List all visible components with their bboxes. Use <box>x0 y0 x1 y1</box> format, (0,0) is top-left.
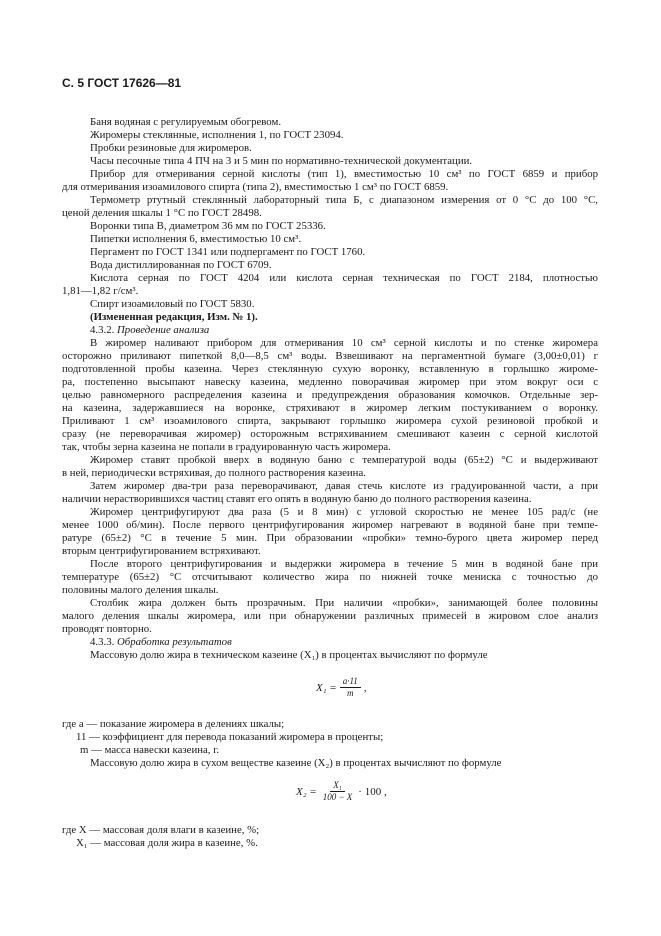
text-line: на казеина, задержавшиеся на воронке, стряхивают в жиромер легким постукиванием о воронку. <box>62 402 598 414</box>
text-line: где X — массовая доля влаги в казеине, %; <box>62 824 260 836</box>
text-line: малого деления шкалы жиромера, или при обнаружении различных примесей в жировом слое анализ <box>62 610 598 622</box>
text-line: Затем жиромер два-три раза переворачивают, давая стечь кислоте из градуированной части, а при <box>90 480 598 492</box>
text-line: Жиромер ставят пробкой вверх в водяную баню с температурой воды (65±2) °С и выдерживают <box>90 454 598 466</box>
text-line: Массовую долю жира в техническом казеине (X₁) в процентах вычисляют по формуле <box>90 649 488 661</box>
text-line: сразу (не переворачивая жиромер) осторожным встряхиванием смешивают казеин с серной кислотой <box>62 428 598 440</box>
text-line: ра, постепенно высыпают навеску казеина, медленно поворачивая жиромер при этом вокруг оси с <box>62 376 598 388</box>
formula-fat-dry: X₂ = $\frac{\text{X₁}}{100 - X}$ · 100 , <box>296 780 387 802</box>
formula-fat-technical: X₁ = $\frac{a\cdot 11}{m}$ , <box>316 676 367 698</box>
text-line: Жиромеры стеклянные, исполнения 1, по ГОСТ 23094. <box>90 129 344 141</box>
text-line: Воронки типа В, диаметром 36 мм по ГОСТ 25336. <box>90 220 326 232</box>
text-line: Массовую долю жира в сухом веществе казеине (X₂) в процентах вычисляют по формуле <box>90 757 502 769</box>
text-line: Спирт изоамиловый по ГОСТ 5830. <box>90 298 255 310</box>
text-line: осторожно приливают пипеткой 8,0—8,5 см³ воды. Взвешивают на пергаментной бумаге (3,00±0,01) г <box>62 350 598 362</box>
text-line: 11 — коэффициент для перевода показаний жиромера в проценты; <box>76 731 384 743</box>
text-line: для отмеривания изоамилового спирта (типа 2), вместимостью 1 см³ по ГОСТ 6859. <box>62 181 449 193</box>
text-line: Столбик жира должен быть прозрачным. При наличии «пробки», занимающей более половины <box>90 597 598 609</box>
text-line: половины малого деления шкалы. <box>62 584 219 596</box>
text-line: ценой деления шкалы 1 °С по ГОСТ 28498. <box>62 207 262 219</box>
text-line: где a — показание жиромера в делениях шкалы; <box>62 718 285 730</box>
text-line: температуре (65±2) °С отсчитывают количество жира по нижней точке мениска с точностью до <box>62 571 598 583</box>
text-line: Прибор для отмеривания серной кислоты (тип 1), вместимостью 10 см³ по ГОСТ 6859 и прибор <box>90 168 598 180</box>
text-line: После второго центрифугирования и выдержки жиромера в течение 5 мин в водяной бане при <box>90 558 598 570</box>
text-line: Пипетки исполнения 6, вместимостью 10 см³. <box>90 233 302 245</box>
text-line: Жиромер центрифугируют два раза (5 и 8 мин) с угловой скоростью не менее 105 рад/с (не <box>90 506 598 518</box>
text-line: m — масса навески казеина, г. <box>80 744 220 756</box>
text-line: подготовленной пробы казеина. Через стеклянную сухую воронку, вставленную в горлышко жироме- <box>62 363 598 375</box>
text-line: вторым центрифугированием встряхивают. <box>62 545 261 557</box>
text-line: Пергамент по ГОСТ 1341 или подпергамент по ГОСТ 1760. <box>90 246 366 258</box>
text-line: Часы песочные типа 4 ПЧ на 3 и 5 мин по нормативно-технической документации. <box>90 155 473 167</box>
text-line: проводят повторно. <box>62 623 152 635</box>
section-heading: 4.3.3. Обработка результатов <box>90 636 232 648</box>
text-line: менее 1000 об/мин). После первого центрифугирования жиромер нагревают в водяной бане при темпе- <box>62 519 598 531</box>
text-line: Баня водяная с регулируемым обогревом. <box>90 116 282 128</box>
text-line: наличии нерастворившихся частиц ставят его опять в водяную баню до полного растворения казеина. <box>62 493 532 505</box>
text-line: X₁ — массовая доля жира в казеине, %. <box>76 837 258 849</box>
text-line: В жиромер наливают прибором для отмеривания 10 см³ серной кислоты и по стенке жиромера <box>90 337 598 349</box>
text-line: 1,81—1,82 г/см³. <box>62 285 139 297</box>
text-line: ратуре (65±2) °С в течение 5 мин. При образовании «пробки» темно-бурого цвета жиромер перед <box>62 532 598 544</box>
text-line: Кислота серная по ГОСТ 4204 или кислота серная техническая по ГОСТ 2184, плотностью <box>90 272 598 284</box>
page-header: С. 5 ГОСТ 17626—81 <box>62 76 182 90</box>
text-line: так, чтобы зерна казеина не попали в градуированную часть жиромера. <box>62 441 391 453</box>
text-line: Пробки резиновые для жиромеров. <box>90 142 252 154</box>
text-line: Вода дистиллированная по ГОСТ 6709. <box>90 259 272 271</box>
amendment-note: (Измененная редакция, Изм. № 1). <box>90 311 258 323</box>
text-line: в ней, периодически встряхивая, до полного растворения казеина. <box>62 467 366 479</box>
text-line: Приливают 1 см³ изоамилового спирта, закрывают горлышко жиромера сухой резиновой пробкой и <box>62 415 598 427</box>
text-line: целью равномерного распределения казеина и предупреждения образования комочков. Отдельные зер- <box>62 389 598 401</box>
section-heading: 4.3.2. Проведение анализа <box>90 324 210 336</box>
text-line: Термометр ртутный стеклянный лабораторный типа Б, с диапазоном измерения от 0 °С до 100 °С, <box>90 194 598 206</box>
